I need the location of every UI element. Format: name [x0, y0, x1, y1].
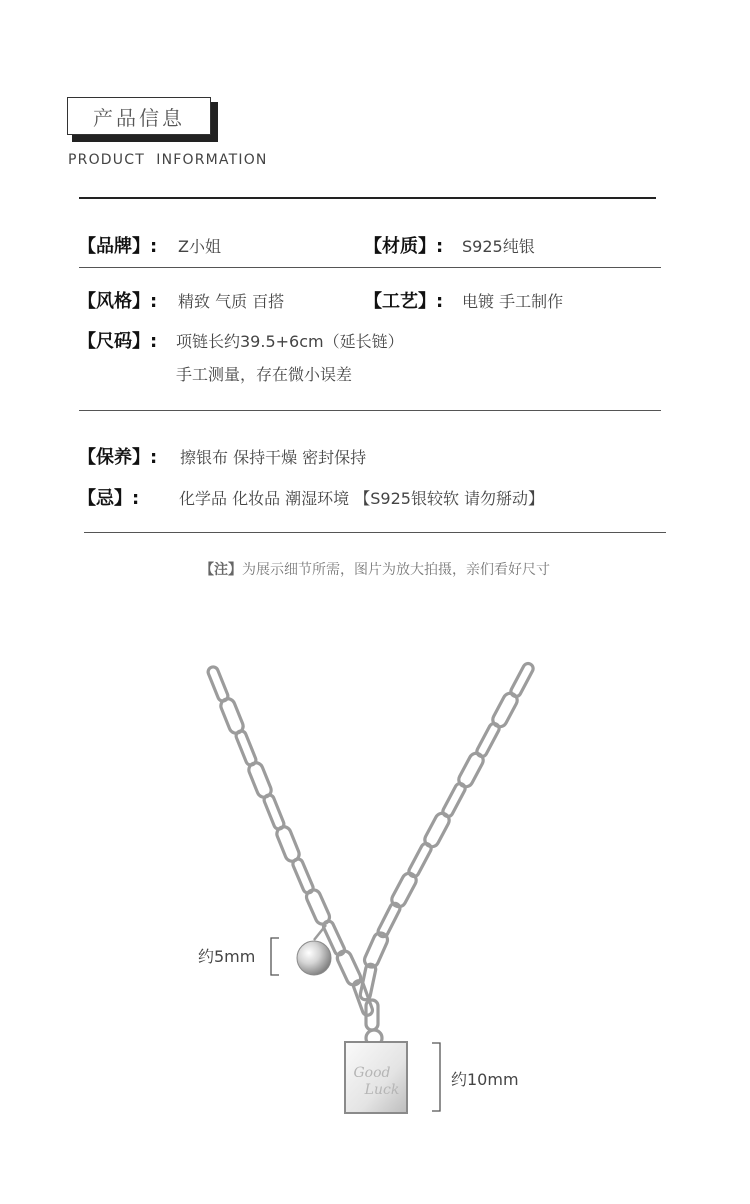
note-text: 为展示细节所需，图片为放大拍摄，亲们看好尺寸	[242, 562, 550, 578]
brand-label: 【品牌】:	[78, 236, 158, 257]
chain-right	[359, 662, 534, 1001]
section-title: 产品信息	[67, 97, 211, 135]
size-note: 手工测量，存在微小误差	[176, 365, 353, 384]
pendant-engraving-good: Good	[353, 1065, 391, 1081]
craft-value: 电镀 手工制作	[462, 292, 564, 311]
brand-value: Z小姐	[178, 237, 221, 256]
care-value: 擦银布 保持干燥 密封保持	[180, 448, 367, 467]
pendant-dimension-bracket	[432, 1043, 440, 1111]
care-label: 【保养】:	[78, 447, 158, 468]
style-value: 精致 气质 百搭	[178, 292, 285, 311]
size-label: 【尺码】:	[78, 331, 158, 352]
material-label: 【材质】:	[364, 236, 444, 257]
bead-dimension-bracket	[271, 938, 279, 975]
style-label: 【风格】:	[78, 291, 158, 312]
craft-label: 【工艺】:	[364, 291, 444, 312]
bead-dimension-label: 约5mm	[198, 947, 256, 966]
divider-2	[79, 410, 661, 411]
avoid-label: 【忌】:	[78, 488, 140, 509]
pendant-tag	[345, 1042, 407, 1113]
photo-note	[0, 559, 750, 579]
bead	[297, 941, 331, 975]
material-value: S925纯银	[462, 237, 535, 256]
section-subtitle: PRODUCT INFORMATION	[68, 152, 268, 168]
divider-1	[79, 267, 661, 268]
avoid-value: 化学品 化妆品 潮湿环境 【S925银较软 请勿掰动】	[179, 489, 545, 508]
pendant-engraving-luck: Luck	[364, 1082, 400, 1098]
divider-top	[79, 197, 656, 199]
necklace-image	[0, 600, 750, 1204]
pendant-dimension-label: 约10mm	[451, 1070, 519, 1089]
divider-3	[84, 532, 666, 533]
size-value: 项链长约39.5+6cm（延长链）	[176, 332, 404, 351]
chain-drop	[366, 1000, 382, 1046]
note-prefix: 【注】	[200, 562, 242, 578]
